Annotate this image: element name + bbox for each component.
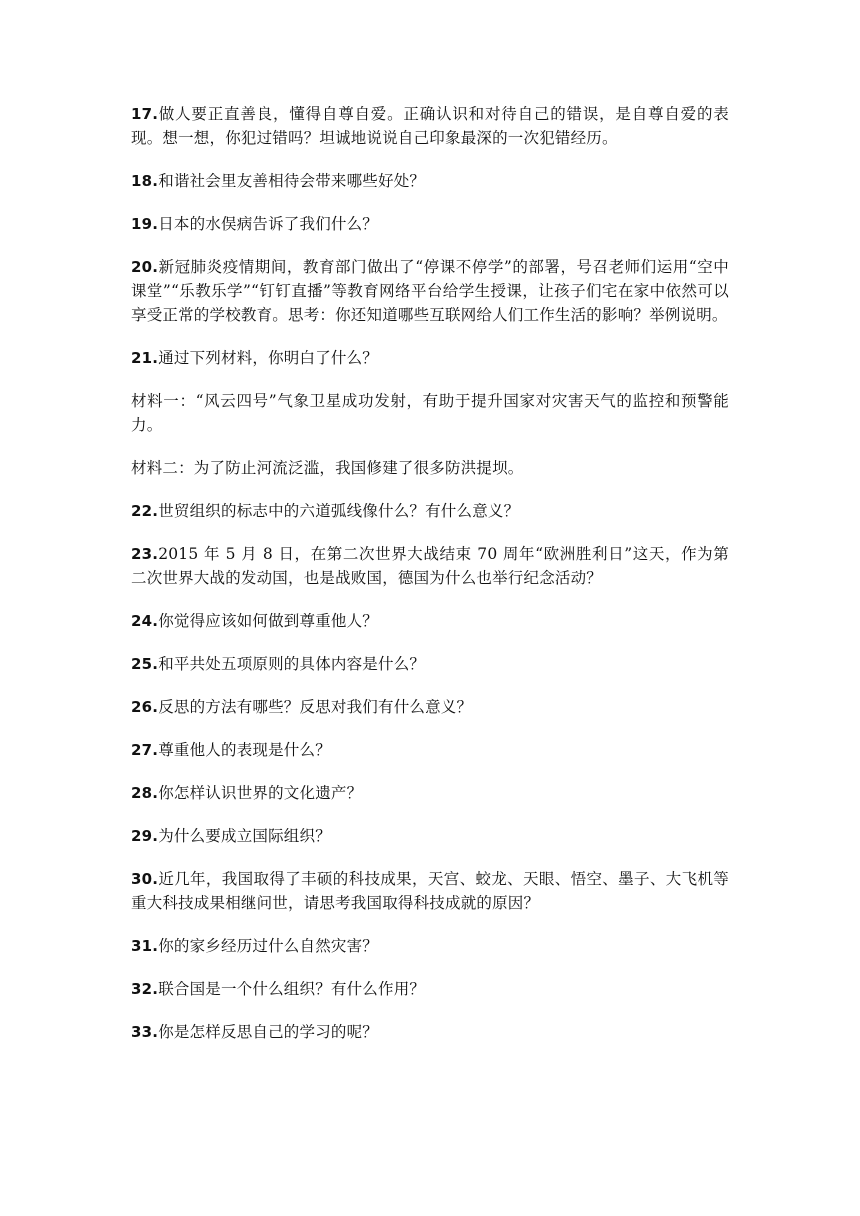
question-number: 21. — [131, 349, 159, 367]
question-text: 近几年，我国取得了丰硕的科技成果，天宫、蛟龙、天眼、悟空、墨子、大飞机等重大科技成果相继问世，请思考我国取得科技成就的原因？ — [131, 870, 729, 912]
question-29 — [131, 824, 729, 848]
question-20 — [131, 255, 729, 327]
question-number: 29. — [131, 827, 159, 845]
question-24 — [131, 609, 729, 633]
question-number: 27. — [131, 741, 159, 759]
question-33 — [131, 1020, 729, 1044]
question-text: 反思的方法有哪些？反思对我们有什么意义？ — [158, 698, 473, 716]
question-number: 24. — [131, 612, 159, 630]
question-17 — [131, 102, 729, 150]
question-31 — [131, 934, 729, 958]
question-text: 做人要正直善良，懂得自尊自爱。正确认识和对待自己的错误，是自尊自爱的表现。想一想，你犯过错吗？坦诚地说说自己印象最深的一次犯错经历。 — [131, 105, 729, 147]
question-22 — [131, 499, 729, 523]
question-text: 世贸组织的标志中的六道弧线像什么？有什么意义？ — [158, 502, 520, 520]
question-text: 你觉得应该如何做到尊重他人？ — [158, 612, 378, 630]
question-text: 你怎样认识世界的文化遗产？ — [158, 784, 363, 802]
question-number: 30. — [131, 870, 159, 888]
question-text: 你是怎样反思自己的学习的呢？ — [158, 1023, 378, 1041]
question-25 — [131, 652, 729, 676]
question-list — [131, 102, 729, 1063]
question-21 — [131, 346, 729, 370]
question-32 — [131, 977, 729, 1001]
question-30 — [131, 867, 729, 915]
question-number: 28. — [131, 784, 159, 802]
question-number: 26. — [131, 698, 159, 716]
question-text: 为什么要成立国际组织？ — [158, 827, 331, 845]
question-number: 25. — [131, 655, 159, 673]
question-text: 尊重他人的表现是什么？ — [158, 741, 331, 759]
question-number: 33. — [131, 1023, 159, 1041]
question-text: 2015 年 5 月 8 日，在第二次世界大战结束 70 周年“欧洲胜利日”这天，作为第二次世界大战的发动国，也是战败国，德国为什么也举行纪念活动？ — [131, 545, 729, 587]
question-number: 32. — [131, 980, 159, 998]
question-number: 19. — [131, 215, 159, 233]
question-number: 18. — [131, 172, 159, 190]
question-text: 日本的水俣病告诉了我们什么？ — [158, 215, 378, 233]
question-text: 联合国是一个什么组织？有什么作用？ — [158, 980, 426, 998]
question-text: 和谐社会里友善相待会带来哪些好处？ — [158, 172, 426, 190]
question-text: 你的家乡经历过什么自然灾害？ — [158, 937, 378, 955]
question-text: 和平共处五项原则的具体内容是什么？ — [158, 655, 426, 673]
question-text: 通过下列材料，你明白了什么？ — [158, 349, 378, 367]
question-text: 新冠肺炎疫情期间，教育部门做出了“停课不停学”的部署，号召老师们运用“空中课堂”“乐教乐学”“钉钉直播”等教育网络平台给学生授课，让孩子们宅在家中依然可以享受正常的学校教育。思考：你还知道哪些互联网给人们工作生活的影响？举例说明。 — [131, 258, 729, 324]
question-26 — [131, 695, 729, 719]
question-18 — [131, 169, 729, 193]
question-number: 23. — [131, 545, 159, 563]
material-one: 材料一：“风云四号”气象卫星成功发射，有助于提升国家对灾害天气的监控和预警能力。 — [131, 392, 729, 434]
question-27 — [131, 738, 729, 762]
material-two: 材料二：为了防止河流泛滥，我国修建了很多防洪提坝。 — [131, 459, 524, 477]
question-number: 17. — [131, 105, 159, 123]
question-number: 22. — [131, 502, 159, 520]
question-19 — [131, 212, 729, 236]
question-number: 31. — [131, 937, 159, 955]
question-23 — [131, 542, 729, 590]
question-number: 20. — [131, 258, 159, 276]
question-28 — [131, 781, 729, 805]
